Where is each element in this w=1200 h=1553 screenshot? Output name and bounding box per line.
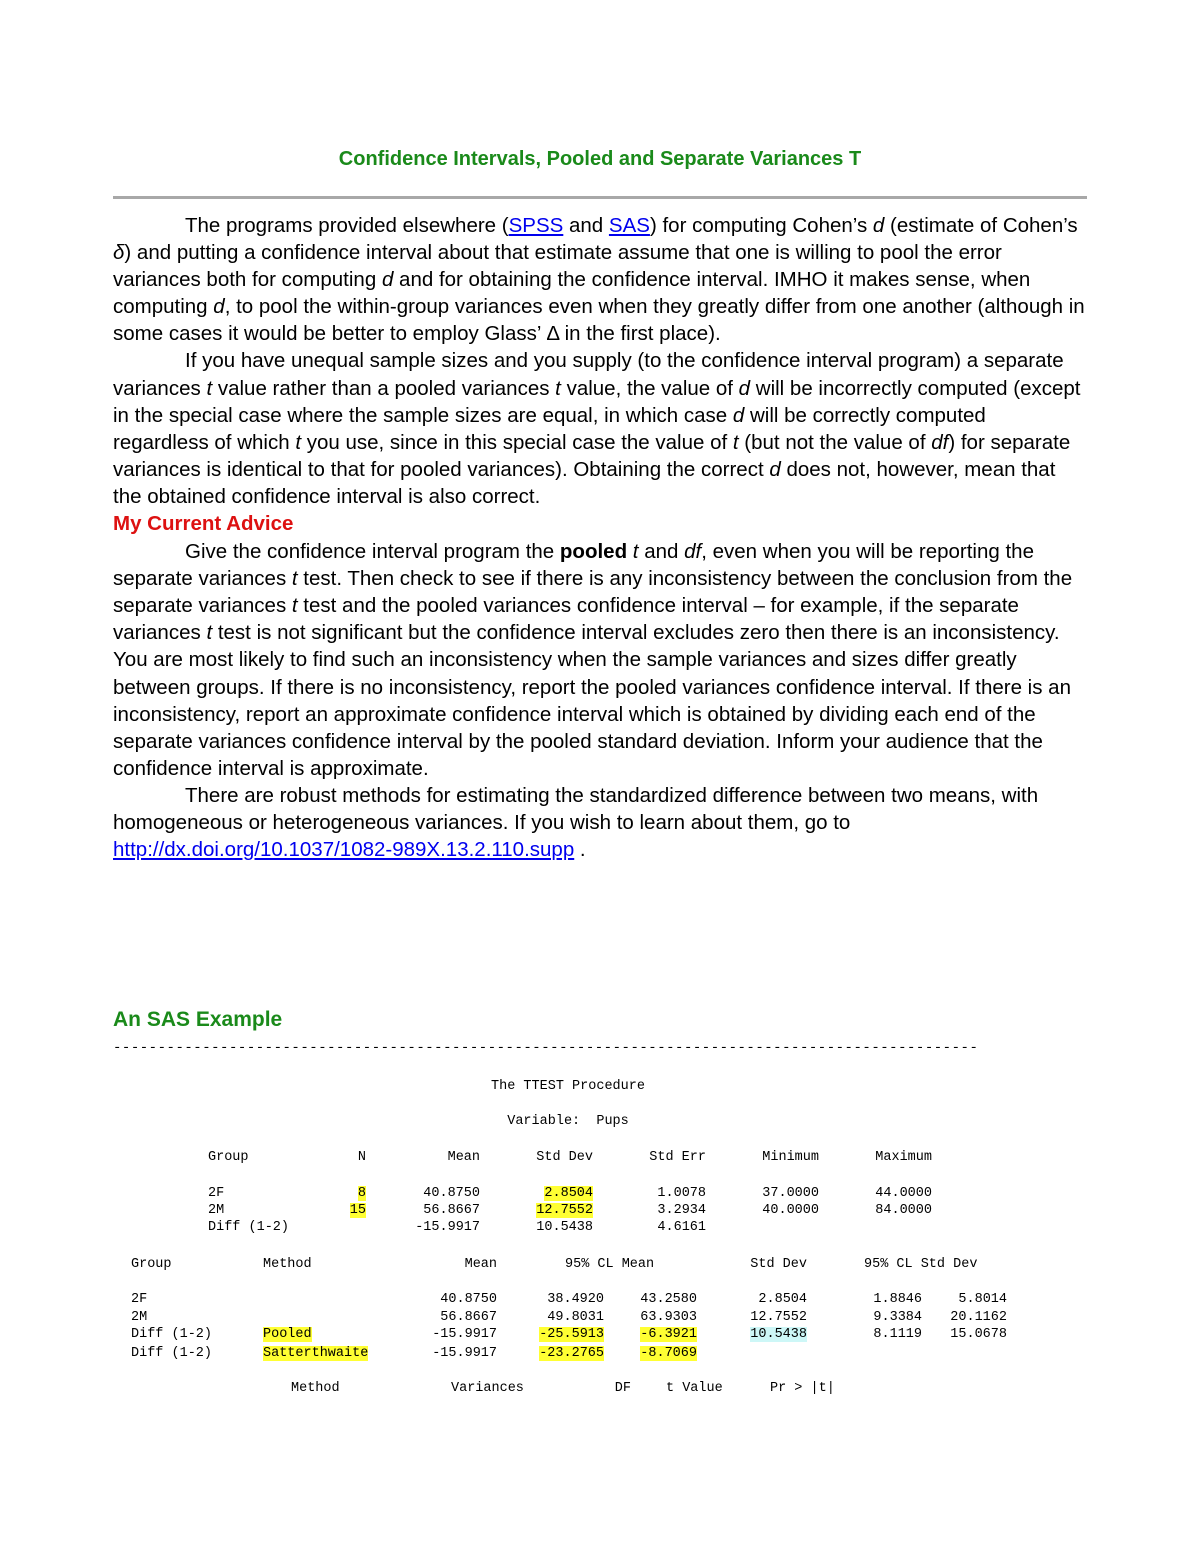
t1-row1-stderr: 1.0078 [657, 1186, 706, 1201]
paragraph-2: If you have unequal sample sizes and you supply (to the confidence interval program) a separate variances t value rather than a pooled variances t value, the value of d will be incorrectly computed (except in the special case where the sample sizes are equal, in which case d will be correctly computed regardless of which t you use, since in this special case the value of t (but not the value of df) for separate variances is identical to that for pooled variances). Obtaining the correct d does not, however, mean that the obtained confidence interval is also correct. [113, 349, 1081, 508]
delta-symbol: δ [113, 241, 125, 265]
t2-row2-group: 2M [131, 1310, 148, 1325]
t1-row1-stddev: 2.8504 [544, 1186, 593, 1201]
paragraph-1: The programs provided elsewhere (SPSS and SAS) for computing Cohen’s d (estimate of Cohen’s δ) and putting a confidence interval about that estimate assume that one is willing to pool the error variances both for computing d and for obtaining the confidence interval. IMHO it makes sense, when computing d, to pool the within-group variances even when they greatly differ from one another (although in some cases it would be better to employ Glass’ Δ in the first place). [113, 214, 1085, 346]
t3-header-variances: Variances [451, 1381, 524, 1396]
t3-header-tvalue: t Value [666, 1381, 723, 1396]
sas-link[interactable]: SAS [608, 214, 650, 237]
body-text [113, 212, 1087, 863]
t1-row2-stddev: 12.7552 [536, 1203, 593, 1218]
t1-row2-min: 40.0000 [762, 1203, 819, 1218]
t2-row2-cl-lower: 49.8031 [547, 1310, 604, 1325]
t1-row1-n: 8 [357, 1186, 366, 1201]
dash-separator: ------------------------------------------------------------------------------------------------- [113, 1040, 979, 1056]
t2-row1-stddev: 2.8504 [758, 1292, 807, 1307]
paragraph-4: There are robust methods for estimating the standardized difference between two means, with homogeneous or heterogeneous variances. If you wish to learn about them, go to http://dx.doi.org/10.1037/1082-989X.13.2.110.supp . [113, 783, 1039, 862]
t1-row2-mean: 56.8667 [423, 1203, 480, 1218]
t2-row3-cl-upper: -6.3921 [640, 1327, 697, 1342]
t2-header-clmean: 95% CL Mean [565, 1257, 655, 1272]
t1-row2-stderr: 3.2934 [657, 1203, 706, 1218]
t2-row4-cl-upper: -8.7069 [640, 1346, 697, 1361]
t2-row2-stddev: 12.7552 [750, 1310, 807, 1325]
t1-row2-n: 15 [349, 1203, 366, 1218]
sas-example-heading: An SAS Example [113, 1008, 283, 1031]
t2-header-mean: Mean [464, 1257, 497, 1272]
t1-row2-max: 84.0000 [875, 1203, 932, 1218]
t1-header-group: Group [208, 1150, 249, 1165]
t2-row3-stddev: 10.5438 [750, 1327, 807, 1342]
variable-line: Variable: Pups [507, 1114, 629, 1129]
t1-row1-max: 44.0000 [875, 1186, 932, 1201]
t2-row3-method: Pooled [263, 1327, 312, 1342]
t2-row1-group: 2F [131, 1292, 148, 1307]
t2-row2-cl-upper: 63.9303 [640, 1310, 697, 1325]
t1-header-stderr: Std Err [649, 1150, 706, 1165]
t2-row4-group: Diff (1-2) [131, 1346, 213, 1361]
t2-row4-mean: -15.9917 [432, 1346, 497, 1361]
t1-row1-mean: 40.8750 [423, 1186, 480, 1201]
t2-row4-method: Satterthwaite [263, 1346, 369, 1361]
t2-row3-mean: -15.9917 [432, 1327, 497, 1342]
t2-row4-cl-lower: -23.2765 [539, 1346, 604, 1361]
t2-row1-clsd-upper: 5.8014 [958, 1292, 1007, 1307]
t3-header-df: DF [614, 1381, 631, 1396]
t1-header-maximum: Maximum [875, 1150, 932, 1165]
t2-header-method: Method [263, 1257, 312, 1272]
t2-row1-cl-upper: 43.2580 [640, 1292, 697, 1307]
t1-row1-group: 2F [208, 1186, 225, 1201]
proc-title: The TTEST Procedure [491, 1079, 645, 1094]
t1-header-stddev: Std Dev [536, 1150, 593, 1165]
t2-row1-mean: 40.8750 [440, 1292, 497, 1307]
t1-row2-group: 2M [208, 1203, 225, 1218]
t1-row3-mean: -15.9917 [415, 1220, 480, 1235]
doi-link[interactable]: http://dx.doi.org/10.1037/1082-989X.13.2.110.supp [113, 838, 575, 862]
t2-row3-group: Diff (1-2) [131, 1327, 213, 1342]
t1-row3-group: Diff (1-2) [208, 1220, 290, 1235]
t2-header-stddev: Std Dev [750, 1257, 807, 1272]
t1-header-mean: Mean [447, 1150, 480, 1165]
t3-header-pr: Pr > |t| [770, 1381, 835, 1396]
paragraph-3: Give the confidence interval program the pooled t and df, even when you will be reporting the separate variances t test. Then check to see if there is any inconsistency between the conclusion from the separate variances t test and the pooled variances confidence interval – for example, if the separate variances t test is not significant but the confidence interval excludes zero then there is an inconsistency. You are most likely to find such an inconsistency when the sample variances and sizes differ greatly between groups. If there is no inconsistency, report the pooled variances confidence interval. If there is an inconsistency, report an approximate confidence interval which is obtained by dividing each end of the separate variances confidence interval by the pooled standard deviation. Inform your audience that the confidence interval is approximate. [113, 540, 1073, 780]
spss-link[interactable]: SPSS [508, 214, 564, 237]
page-title: Confidence Intervals, Pooled and Separate Variances T [338, 148, 862, 170]
t2-header-group: Group [131, 1257, 172, 1272]
t1-row1-min: 37.0000 [762, 1186, 819, 1201]
t1-header-n: N [357, 1150, 366, 1165]
t2-row3-clsd-lower: 8.1119 [873, 1327, 922, 1342]
advice-heading: My Current Advice [113, 512, 294, 536]
t3-header-method: Method [291, 1381, 340, 1396]
t2-row3-cl-lower: -25.5913 [539, 1327, 604, 1342]
title-divider [113, 196, 1087, 199]
t2-row2-mean: 56.8667 [440, 1310, 497, 1325]
t2-header-clstddev: 95% CL Std Dev [864, 1257, 978, 1272]
t1-row3-stddev: 10.5438 [536, 1220, 593, 1235]
t2-row3-clsd-upper: 15.0678 [950, 1327, 1007, 1342]
t2-row2-clsd-upper: 20.1162 [950, 1310, 1007, 1325]
t2-row2-clsd-lower: 9.3384 [873, 1310, 922, 1325]
Delta-symbol: Δ [546, 322, 559, 346]
t2-row1-clsd-lower: 1.8846 [873, 1292, 922, 1307]
t2-row1-cl-lower: 38.4920 [547, 1292, 604, 1307]
t1-header-minimum: Minimum [762, 1150, 819, 1165]
t1-row3-stderr: 4.6161 [657, 1220, 706, 1235]
